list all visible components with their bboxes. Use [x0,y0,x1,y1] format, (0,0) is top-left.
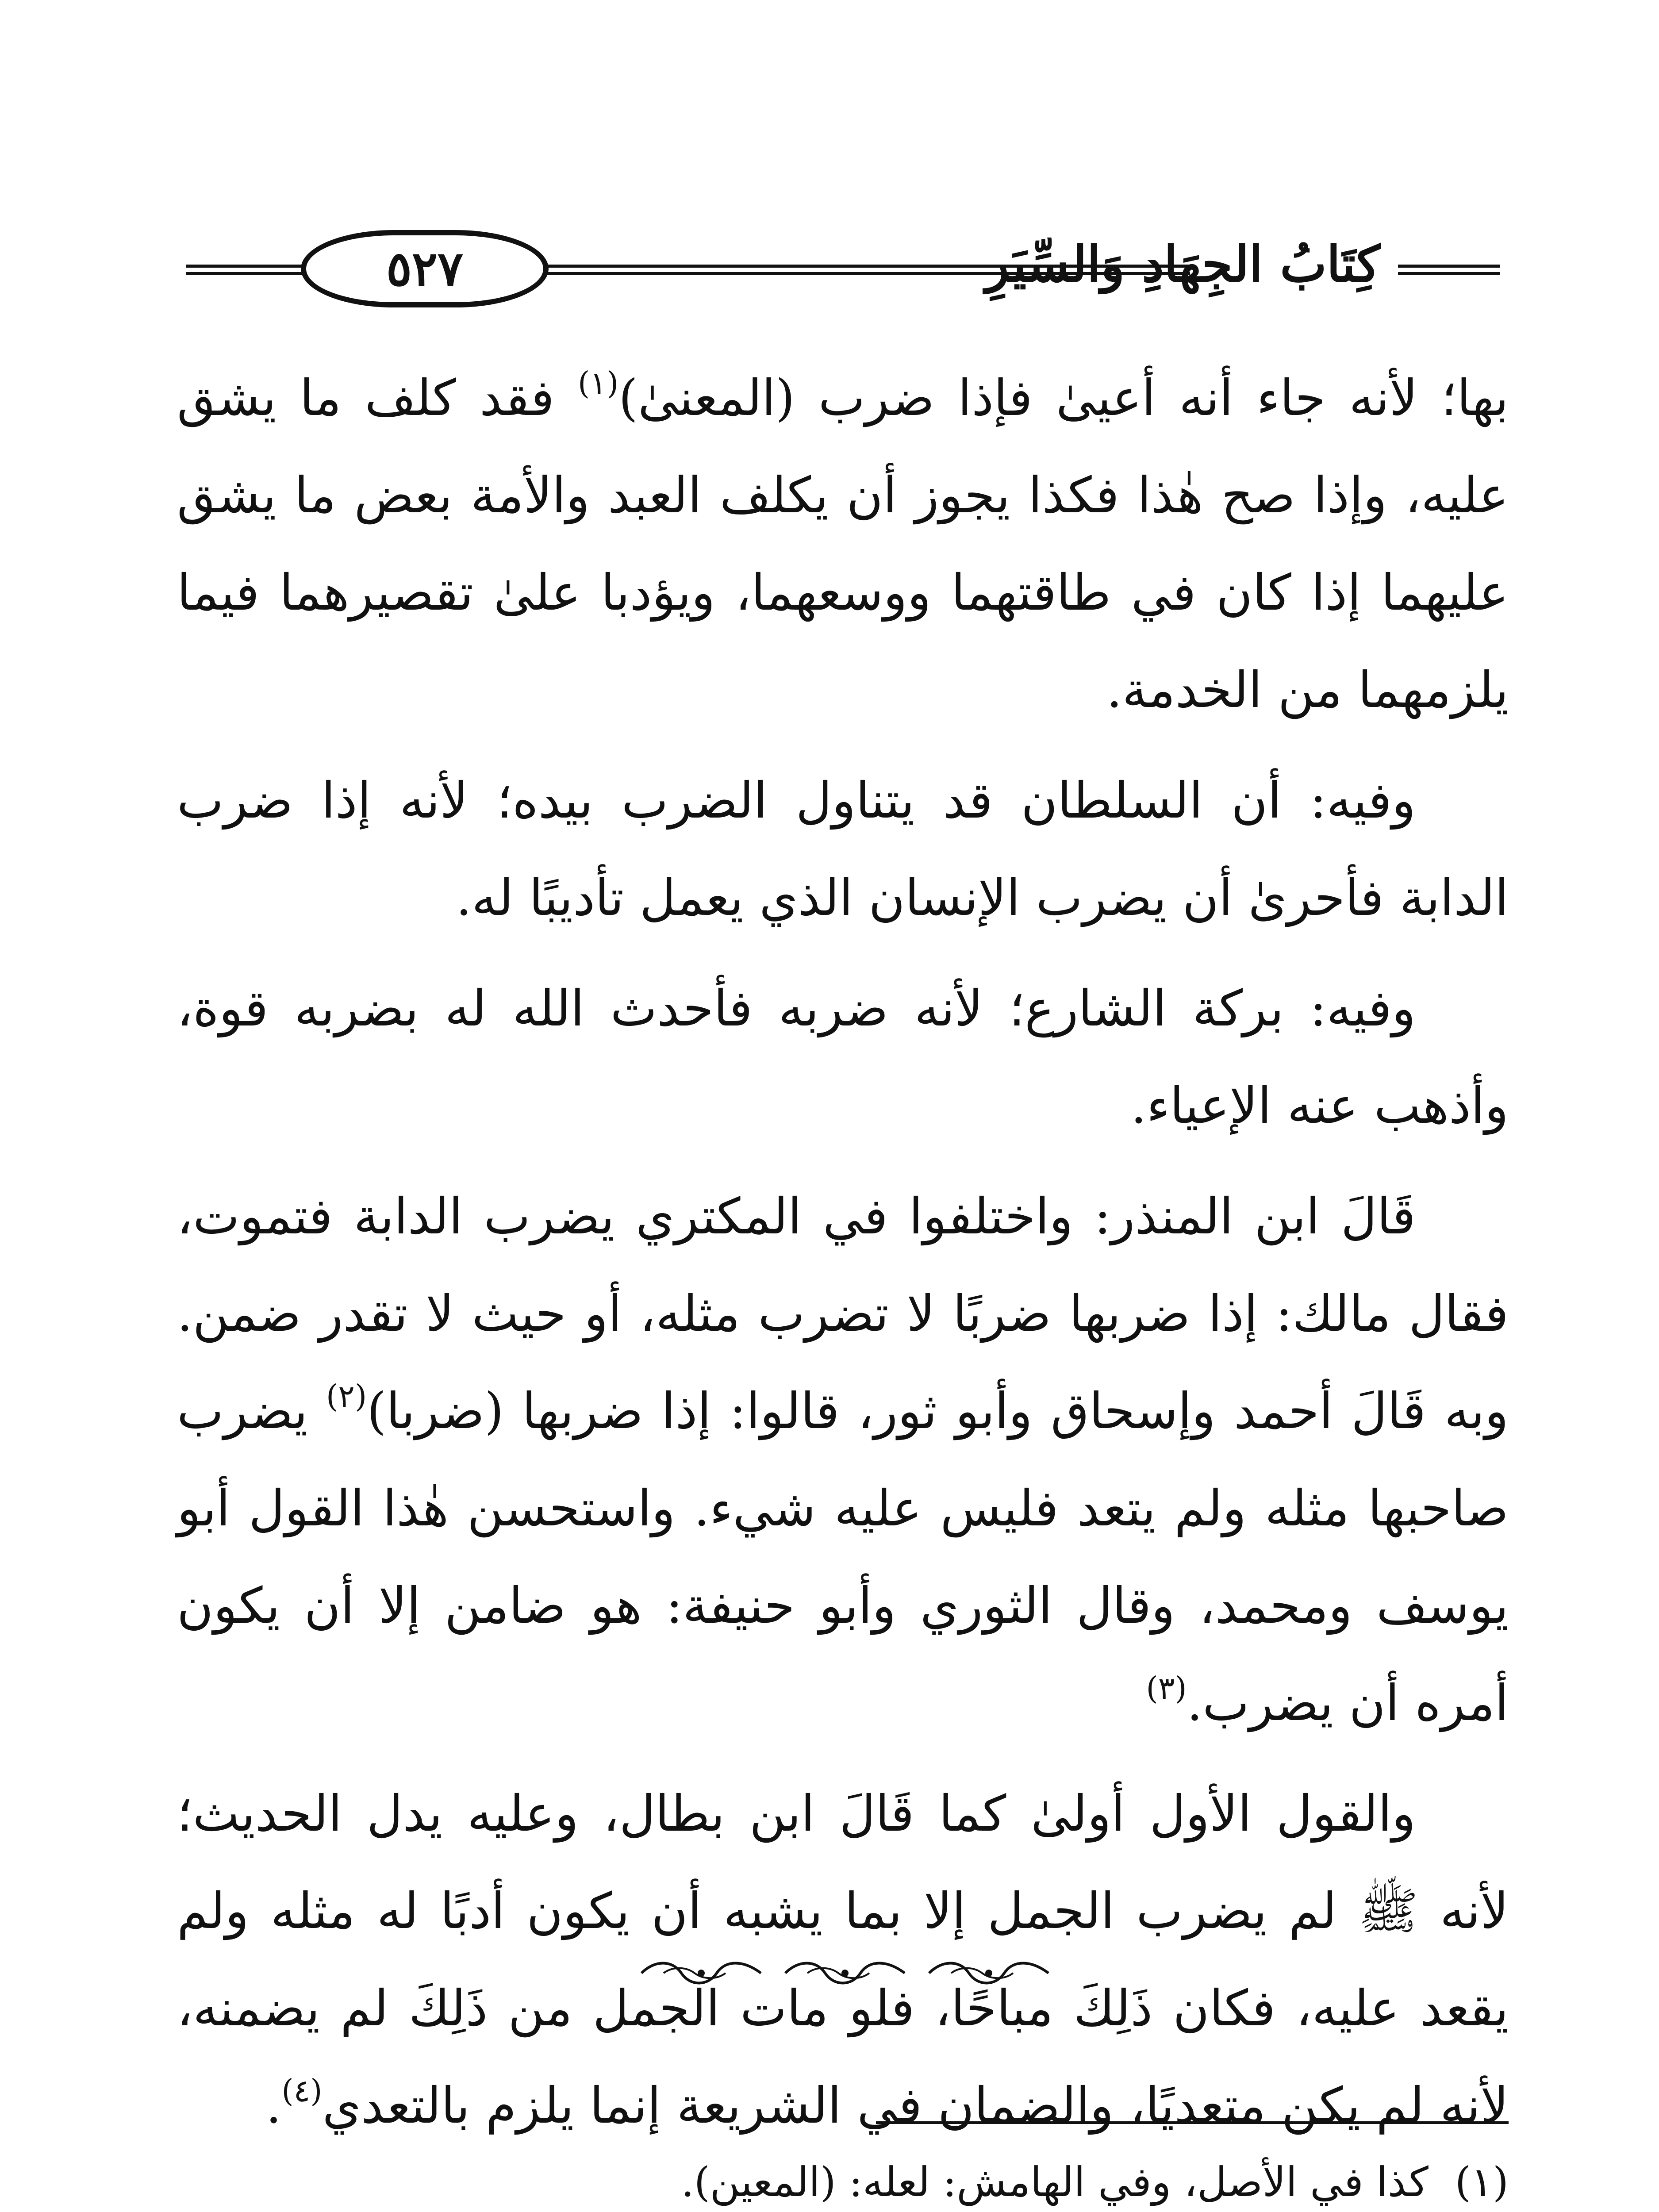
book-title: كِتَابُ الجِهَادِ وَالسِّيَرِ [985,235,1380,293]
paragraph-text: يضرب صاحبها مثله ولم يتعد فليس عليه شيء. واستحسن هٰذا القول أبو يوسف ومحمد، وقال الثوري وأبو حنيفة: هو ضامن إلا أن يكون أمره أن يضرب. [177,1382,1509,1732]
paragraph-text: والقول الأول أولىٰ كما قَالَ ابن بطال، وعليه يدل الحديث؛ لأنه ﷺ لم يضرب الجمل إلا بما يشبه أن يكون أدبًا له مثله ولم يقعد عليه، فكان ذَلِكَ مباحًا، فلو مات الجمل من ذَلِكَ لم يضمنه، لأنه لم يكن متعديًا، والضمان في الشريعة إنما يلزم بالتعدي [177,1785,1509,2135]
paragraph-4 [177,1168,1509,1752]
footnote-1 [624,2150,1509,2212]
paragraph-text: فقد كلف ما يشق عليه، وإذا صح هٰذا فكذا يجوز أن يكلف العبد والأمة بعض ما يشق عليهما إذا كان في طاقتهما ووسعهما، ويؤدبا علىٰ تقصيرهما فيما يلزمهما من الخدمة. [177,369,1509,719]
footnote-reference[interactable]: (١) [578,365,619,401]
main-text [177,349,1509,2168]
paragraph-text: . [265,2077,282,2135]
paragraph-2 [177,752,1509,947]
paragraph-text: وفيه: أن السلطان قد يتناول الضرب بيده؛ لأنه إذا ضرب الدابة فأحرىٰ أن يضرب الإنسان الذي يعمل تأديبًا له. [177,772,1509,927]
footnotes [624,2150,1509,2212]
paragraph-text: بها؛ لأنه جاء أنه أعيىٰ فإذا ضرب (المعنىٰ) [618,369,1509,427]
paragraph-3 [177,960,1509,1155]
footnote-reference[interactable]: (٣) [1146,1670,1187,1706]
ornament-flourish-icon [637,1958,765,1989]
page-number: ٥٢٧ [301,230,549,307]
paragraph-text: وفيه: بركة الشارع؛ لأنه ضربه فأحدث الله له بضربه قوة، وأذهب عنه الإعياء. [177,980,1509,1135]
footnote-separator [876,2121,1509,2124]
paragraph-1 [177,349,1509,739]
header-rule-left [186,265,319,275]
footnote-reference[interactable]: (٤) [281,2073,323,2109]
running-header [186,230,1500,314]
header-rule-right [1398,265,1500,275]
section-ornament [637,1955,1053,1991]
paragraph-text: قَالَ ابن المنذر: واختلفوا في المكتري يضرب الدابة فتموت، فقال مالك: إذا ضربها ضربًا لا تضرب مثله، أو حيث لا تقدر ضمن. وبه قَالَ أحمد وإسحاق وأبو ثور، قالوا: إذا ضربها (ضربا) [177,1188,1509,1440]
ornament-flourish-icon [925,1958,1053,1989]
footnote-reference[interactable]: (٢) [326,1378,367,1414]
ornament-flourish-icon [781,1958,909,1989]
footnote-number: (١) [1455,2158,1509,2206]
footnote-text: كذا في الأصل، وفي الهامش: لعله: (المعين). [681,2158,1429,2206]
